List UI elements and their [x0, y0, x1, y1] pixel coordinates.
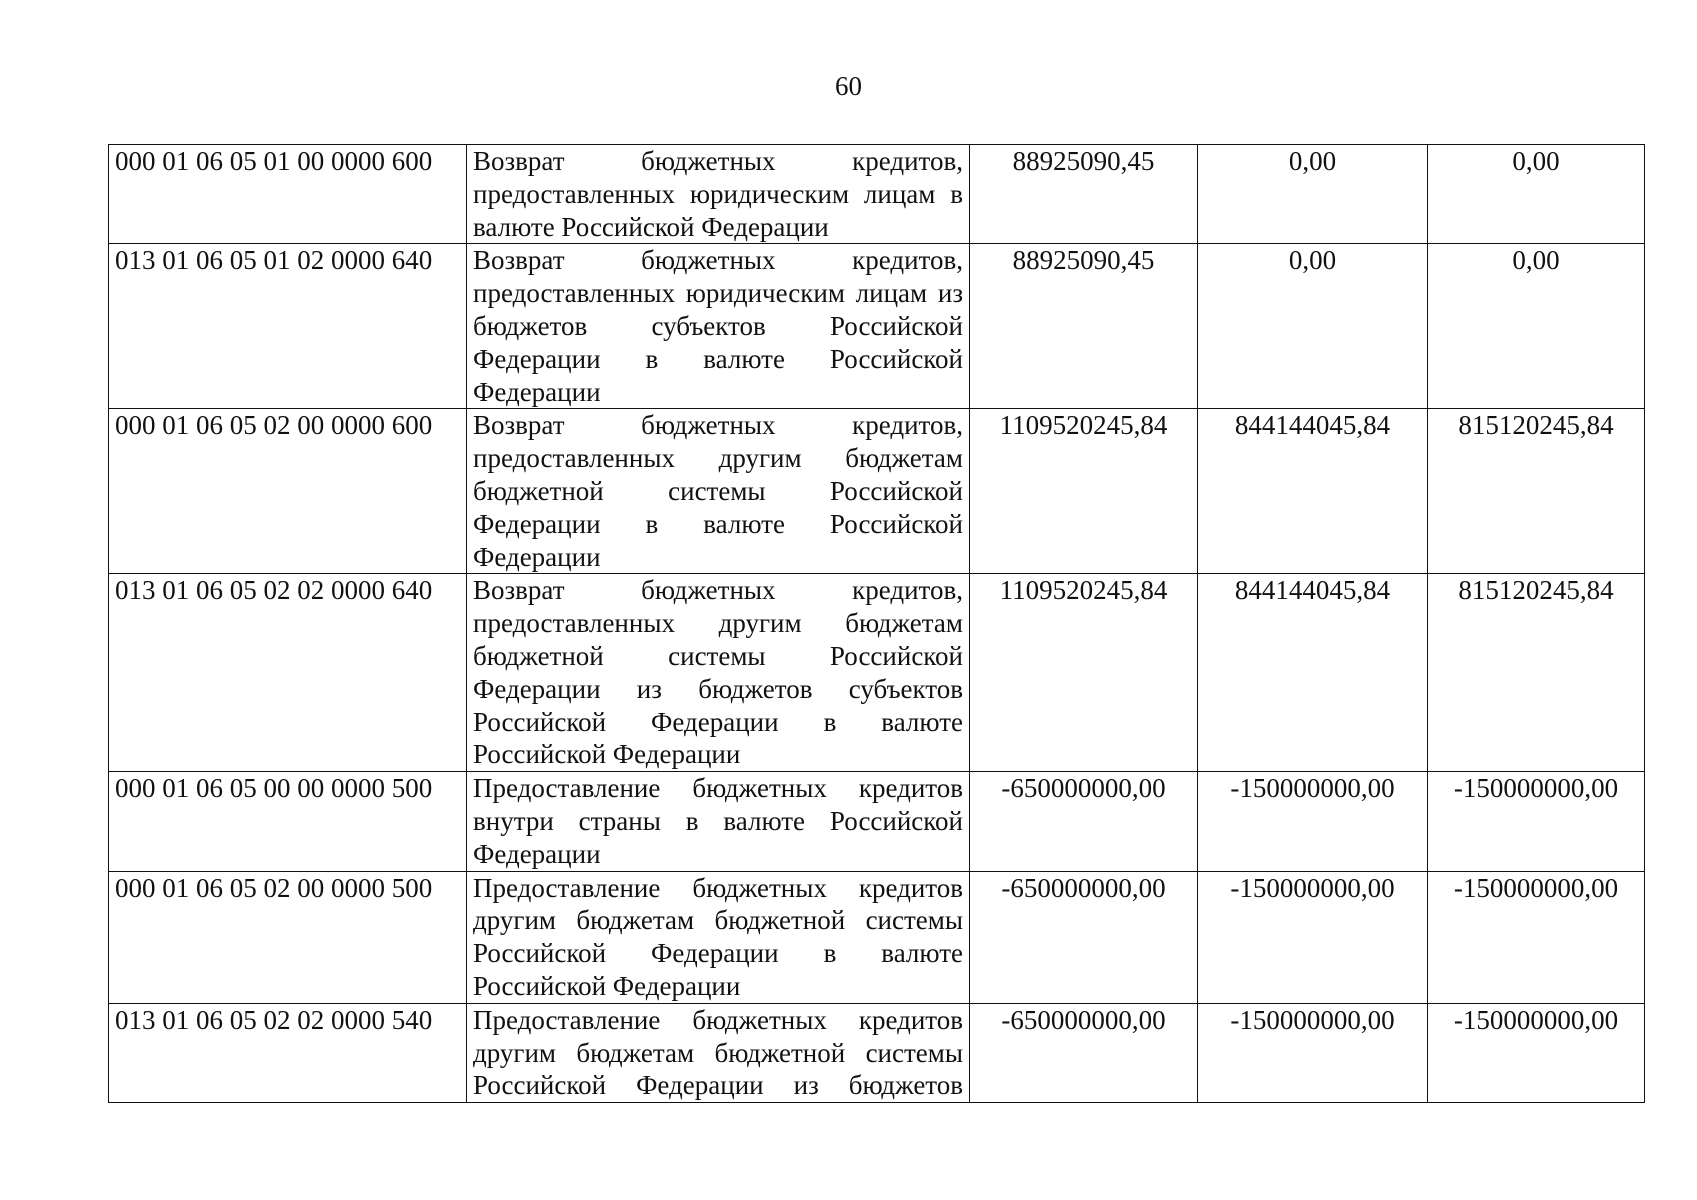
budget-code-cell: 000 01 06 05 02 00 0000 500	[109, 871, 467, 1003]
table-row	[109, 772, 1645, 871]
table-row	[109, 1003, 1645, 1102]
amount-cell-1: -650000000,00	[970, 1003, 1198, 1102]
table-row	[109, 244, 1645, 409]
description-cell: Возврат бюджетных кредитов, предоставленных юридическим лицам в валюте Российской Федерации	[467, 145, 970, 244]
amount-cell-3: -150000000,00	[1428, 772, 1645, 871]
amount-cell-1: 88925090,45	[970, 244, 1198, 409]
description-cell: Возврат бюджетных кредитов, предоставленных другим бюджетам бюджетной системы Российской Федерации в валюте Российской Федерации	[467, 409, 970, 574]
amount-cell-1: 1109520245,84	[970, 409, 1198, 574]
amount-cell-2: 0,00	[1198, 244, 1428, 409]
amount-cell-2: 0,00	[1198, 145, 1428, 244]
table-row	[109, 145, 1645, 244]
description-cell: Возврат бюджетных кредитов, предоставленных юридическим лицам из бюджетов субъектов Российской Федерации в валюте Российской Федерации	[467, 244, 970, 409]
table-row	[109, 871, 1645, 1003]
table-row	[109, 409, 1645, 574]
budget-code-cell: 013 01 06 05 01 02 0000 640	[109, 244, 467, 409]
amount-cell-3: -150000000,00	[1428, 871, 1645, 1003]
amount-cell-2: 844144045,84	[1198, 409, 1428, 574]
description-cell: Возврат бюджетных кредитов, предоставленных другим бюджетам бюджетной системы Российской Федерации из бюджетов субъектов Российской Федерации в валюте Российской Федерации	[467, 574, 970, 772]
amount-cell-3: -150000000,00	[1428, 1003, 1645, 1102]
budget-table	[108, 144, 1645, 1103]
amount-cell-3: 0,00	[1428, 145, 1645, 244]
budget-code-cell: 013 01 06 05 02 02 0000 640	[109, 574, 467, 772]
amount-cell-2: -150000000,00	[1198, 772, 1428, 871]
amount-cell-3: 0,00	[1428, 244, 1645, 409]
description-cell: Предоставление бюджетных кредитов другим бюджетам бюджетной системы Российской Федерации в валюте Российской Федерации	[467, 871, 970, 1003]
amount-cell-1: -650000000,00	[970, 772, 1198, 871]
amount-cell-1: -650000000,00	[970, 871, 1198, 1003]
budget-code-cell: 013 01 06 05 02 02 0000 540	[109, 1003, 467, 1102]
budget-code-cell: 000 01 06 05 00 00 0000 500	[109, 772, 467, 871]
amount-cell-1: 1109520245,84	[970, 574, 1198, 772]
amount-cell-2: 844144045,84	[1198, 574, 1428, 772]
page-number: 60	[835, 71, 862, 101]
amount-cell-3: 815120245,84	[1428, 574, 1645, 772]
amount-cell-2: -150000000,00	[1198, 871, 1428, 1003]
budget-code-cell: 000 01 06 05 01 00 0000 600	[109, 145, 467, 244]
description-cell: Предоставление бюджетных кредитов внутри страны в валюте Российской Федерации	[467, 772, 970, 871]
description-cell: Предоставление бюджетных кредитов другим бюджетам бюджетной системы Российской Федерации из бюджетов	[467, 1003, 970, 1102]
budget-code-cell: 000 01 06 05 02 00 0000 600	[109, 409, 467, 574]
amount-cell-2: -150000000,00	[1198, 1003, 1428, 1102]
amount-cell-3: 815120245,84	[1428, 409, 1645, 574]
amount-cell-1: 88925090,45	[970, 145, 1198, 244]
table-row	[109, 574, 1645, 772]
